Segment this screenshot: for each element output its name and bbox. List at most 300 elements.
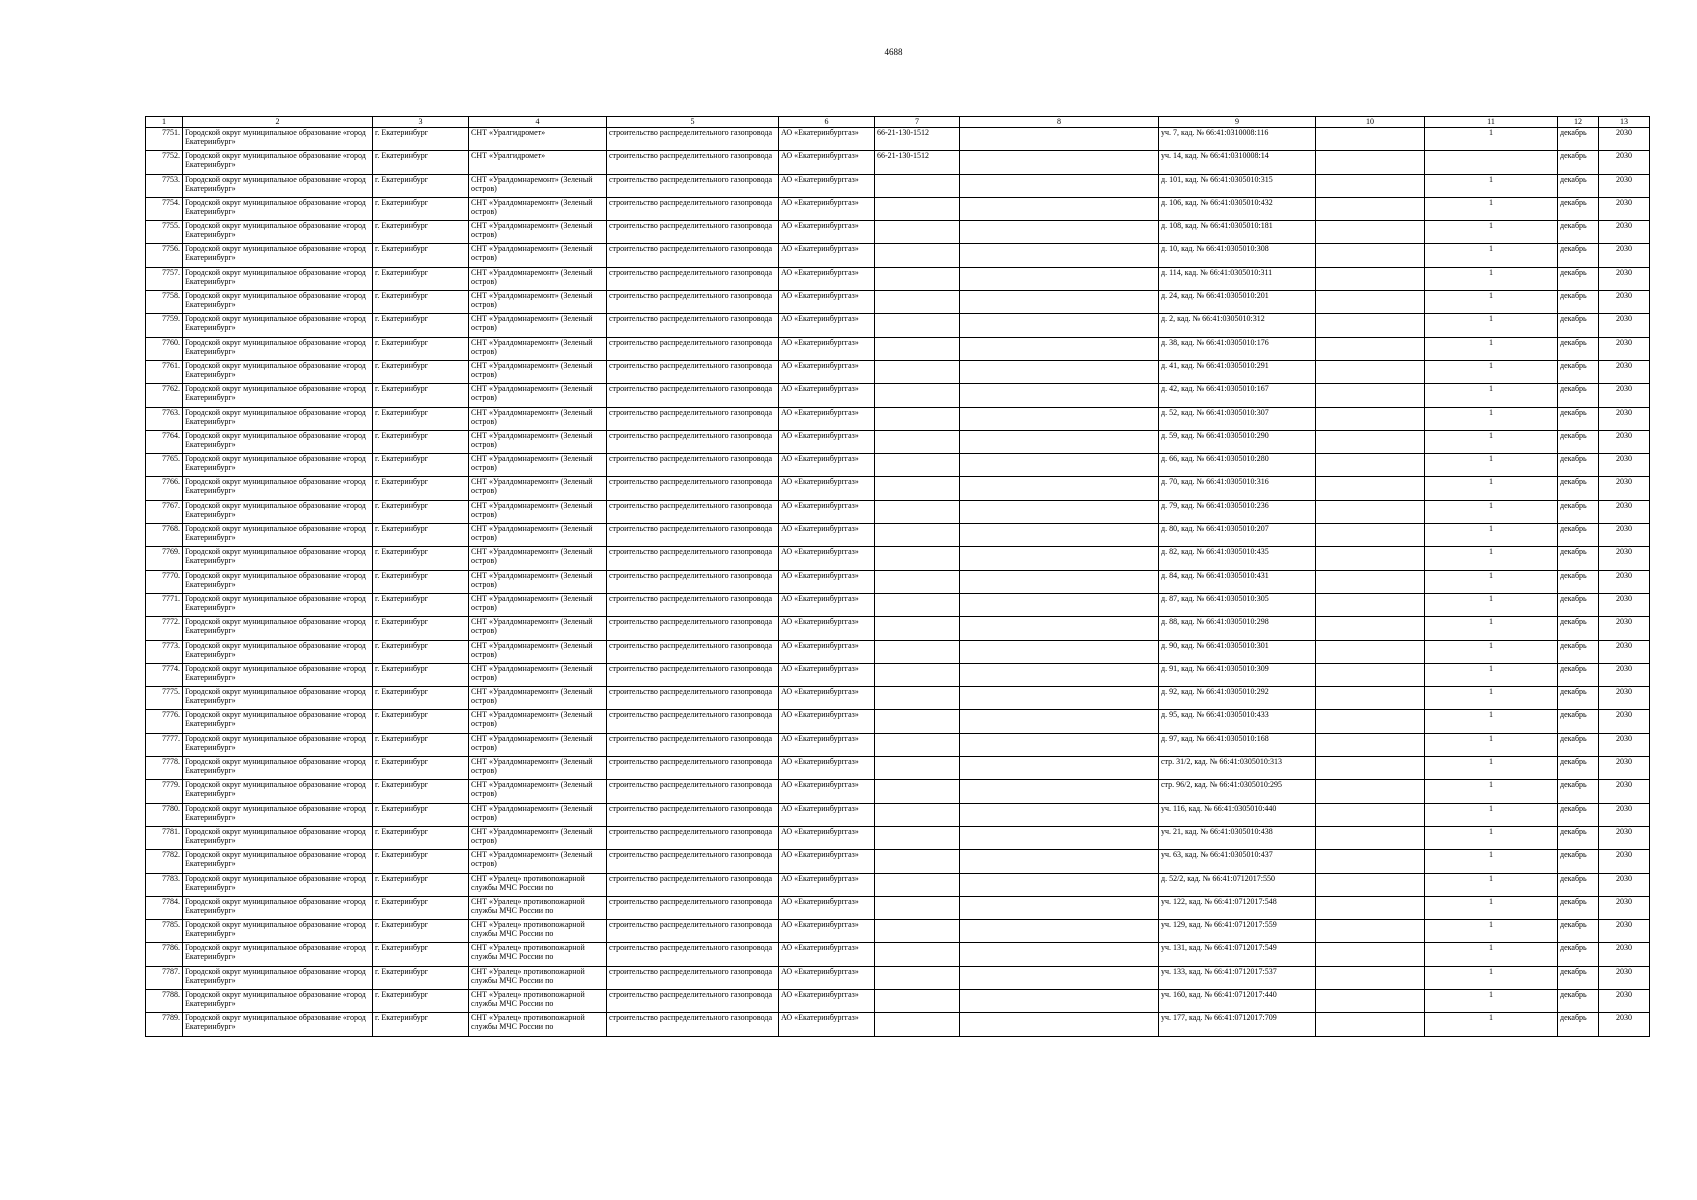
- cell-plot-cadastral: д. 79, кад. № 66:41:0305010:236: [1159, 500, 1316, 523]
- cell-plot-cadastral: д. 42, кад. № 66:41:0305010:167: [1159, 384, 1316, 407]
- table-row: [146, 663, 1650, 686]
- cell-locality: г. Екатеринбург: [373, 407, 469, 430]
- cell-work-type: строительство распределительного газопровода: [607, 663, 779, 686]
- cell-operator: АО «Екатеринбурггаз»: [779, 850, 875, 873]
- cell-snt-name: СНТ «Уралдомнаремонт» (Зеленый остров): [469, 524, 607, 547]
- cell-work-type: строительство распределительного газопровода: [607, 826, 779, 849]
- cell-col-10: [1316, 267, 1425, 290]
- cell-operator: АО «Екатеринбурггаз»: [779, 640, 875, 663]
- cell-plot-cadastral: д. 70, кад. № 66:41:0305010:316: [1159, 477, 1316, 500]
- cell-col-10: [1316, 128, 1425, 151]
- cell-month: декабрь: [1558, 943, 1599, 966]
- cell-col-8: [960, 663, 1159, 686]
- cell-col-8: [960, 244, 1159, 267]
- cell-count: 1: [1425, 687, 1558, 710]
- cell-operator: АО «Екатеринбурггаз»: [779, 151, 875, 174]
- cell-plot-cadastral: д. 66, кад. № 66:41:0305010:280: [1159, 454, 1316, 477]
- cell-municipality: Городской округ муниципальное образование «город Екатеринбург»: [183, 547, 373, 570]
- cell-plot-cadastral: уч. 160, кад. № 66:41:0712017:440: [1159, 989, 1316, 1012]
- cell-count: 1: [1425, 593, 1558, 616]
- cell-year: 2030: [1599, 780, 1650, 803]
- cell-year: 2030: [1599, 733, 1650, 756]
- cell-snt-name: СНТ «Уралдомнаремонт» (Зеленый остров): [469, 710, 607, 733]
- cell-locality: г. Екатеринбург: [373, 267, 469, 290]
- cell-month: декабрь: [1558, 663, 1599, 686]
- cell-locality: г. Екатеринбург: [373, 174, 469, 197]
- cell-operator: АО «Екатеринбурггаз»: [779, 430, 875, 453]
- table-row: [146, 617, 1650, 640]
- cell-col-8: [960, 547, 1159, 570]
- cell-locality: г. Екатеринбург: [373, 943, 469, 966]
- cell-locality: г. Екатеринбург: [373, 687, 469, 710]
- cell-permit-number: [875, 687, 960, 710]
- table-row: [146, 314, 1650, 337]
- cell-plot-cadastral: уч. 63, кад. № 66:41:0305010:437: [1159, 850, 1316, 873]
- cell-permit-number: [875, 617, 960, 640]
- column-header-5: 5: [607, 117, 779, 128]
- cell-permit-number: [875, 454, 960, 477]
- cell-col-8: [960, 943, 1159, 966]
- cell-operator: АО «Екатеринбурггаз»: [779, 407, 875, 430]
- cell-operator: АО «Екатеринбурггаз»: [779, 733, 875, 756]
- cell-col-8: [960, 687, 1159, 710]
- cell-col-10: [1316, 943, 1425, 966]
- cell-col-10: [1316, 873, 1425, 896]
- table-row: [146, 710, 1650, 733]
- cell-locality: г. Екатеринбург: [373, 1013, 469, 1036]
- cell-work-type: строительство распределительного газопровода: [607, 593, 779, 616]
- cell-month: декабрь: [1558, 570, 1599, 593]
- cell-operator: АО «Екатеринбурггаз»: [779, 593, 875, 616]
- cell-operator: АО «Екатеринбурггаз»: [779, 244, 875, 267]
- cell-locality: г. Екатеринбург: [373, 337, 469, 360]
- cell-operator: АО «Екатеринбурггаз»: [779, 570, 875, 593]
- cell-snt-name: СНТ «Уралдомнаремонт» (Зеленый остров): [469, 617, 607, 640]
- cell-month: декабрь: [1558, 617, 1599, 640]
- cell-year: 2030: [1599, 593, 1650, 616]
- cell-municipality: Городской округ муниципальное образование «город Екатеринбург»: [183, 128, 373, 151]
- cell-locality: г. Екатеринбург: [373, 430, 469, 453]
- table-row: [146, 430, 1650, 453]
- cell-row-number: 7773.: [146, 640, 183, 663]
- cell-work-type: строительство распределительного газопровода: [607, 780, 779, 803]
- cell-locality: г. Екатеринбург: [373, 291, 469, 314]
- table-row: [146, 477, 1650, 500]
- column-header-12: 12: [1558, 117, 1599, 128]
- cell-work-type: строительство распределительного газопровода: [607, 128, 779, 151]
- cell-permit-number: [875, 826, 960, 849]
- cell-permit-number: [875, 966, 960, 989]
- cell-col-10: [1316, 896, 1425, 919]
- cell-col-8: [960, 1013, 1159, 1036]
- cell-snt-name: СНТ «Уралдомнаремонт» (Зеленый остров): [469, 593, 607, 616]
- cell-snt-name: СНТ «Уралдомнаремонт» (Зеленый остров): [469, 360, 607, 383]
- cell-work-type: строительство распределительного газопровода: [607, 943, 779, 966]
- cell-operator: АО «Екатеринбурггаз»: [779, 943, 875, 966]
- cell-row-number: 7754.: [146, 197, 183, 220]
- cell-month: декабрь: [1558, 710, 1599, 733]
- cell-col-10: [1316, 989, 1425, 1012]
- cell-work-type: строительство распределительного газопровода: [607, 384, 779, 407]
- cell-plot-cadastral: уч. 14, кад. № 66:41:0310008:14: [1159, 151, 1316, 174]
- cell-plot-cadastral: д. 52, кад. № 66:41:0305010:307: [1159, 407, 1316, 430]
- cell-work-type: строительство распределительного газопровода: [607, 221, 779, 244]
- cell-col-10: [1316, 337, 1425, 360]
- cell-year: 2030: [1599, 757, 1650, 780]
- cell-municipality: Городской округ муниципальное образование «город Екатеринбург»: [183, 780, 373, 803]
- table-row: [146, 454, 1650, 477]
- cell-snt-name: СНТ «Уралдомнаремонт» (Зеленый остров): [469, 454, 607, 477]
- cell-month: декабрь: [1558, 430, 1599, 453]
- cell-municipality: Городской округ муниципальное образование «город Екатеринбург»: [183, 477, 373, 500]
- cell-plot-cadastral: уч. 122, кад. № 66:41:0712017:548: [1159, 896, 1316, 919]
- table-row: [146, 128, 1650, 151]
- cell-count: 1: [1425, 803, 1558, 826]
- column-header-11: 11: [1425, 117, 1558, 128]
- cell-municipality: Городской округ муниципальное образование «город Екатеринбург»: [183, 570, 373, 593]
- cell-count: 1: [1425, 826, 1558, 849]
- table-row: [146, 1013, 1650, 1036]
- cell-year: 2030: [1599, 896, 1650, 919]
- cell-plot-cadastral: д. 82, кад. № 66:41:0305010:435: [1159, 547, 1316, 570]
- cell-count: 1: [1425, 547, 1558, 570]
- cell-row-number: 7756.: [146, 244, 183, 267]
- cell-col-8: [960, 873, 1159, 896]
- cell-municipality: Городской округ муниципальное образование «город Екатеринбург»: [183, 943, 373, 966]
- cell-year: 2030: [1599, 850, 1650, 873]
- cell-locality: г. Екатеринбург: [373, 360, 469, 383]
- cell-permit-number: [875, 314, 960, 337]
- cell-col-8: [960, 617, 1159, 640]
- cell-row-number: 7772.: [146, 617, 183, 640]
- cell-plot-cadastral: д. 97, кад. № 66:41:0305010:168: [1159, 733, 1316, 756]
- cell-locality: г. Екатеринбург: [373, 920, 469, 943]
- cell-month: декабрь: [1558, 850, 1599, 873]
- cell-year: 2030: [1599, 943, 1650, 966]
- table-row: [146, 593, 1650, 616]
- cell-year: 2030: [1599, 337, 1650, 360]
- cell-col-10: [1316, 244, 1425, 267]
- cell-municipality: Городской округ муниципальное образование «город Екатеринбург»: [183, 221, 373, 244]
- cell-count: 1: [1425, 477, 1558, 500]
- cell-col-8: [960, 477, 1159, 500]
- cell-col-10: [1316, 221, 1425, 244]
- cell-month: декабрь: [1558, 640, 1599, 663]
- cell-work-type: строительство распределительного газопровода: [607, 687, 779, 710]
- page-number: 4688: [884, 47, 903, 57]
- cell-plot-cadastral: д. 52/2, кад. № 66:41:0712017:550: [1159, 873, 1316, 896]
- cell-year: 2030: [1599, 477, 1650, 500]
- cell-municipality: Городской округ муниципальное образование «город Екатеринбург»: [183, 757, 373, 780]
- cell-snt-name: СНТ «Уралдомнаремонт» (Зеленый остров): [469, 267, 607, 290]
- register-table: [145, 116, 1650, 1037]
- cell-col-10: [1316, 780, 1425, 803]
- cell-year: 2030: [1599, 128, 1650, 151]
- cell-operator: АО «Екатеринбурггаз»: [779, 896, 875, 919]
- cell-year: 2030: [1599, 151, 1650, 174]
- cell-plot-cadastral: уч. 116, кад. № 66:41:0305010:440: [1159, 803, 1316, 826]
- cell-count: 1: [1425, 174, 1558, 197]
- cell-month: декабрь: [1558, 920, 1599, 943]
- cell-operator: АО «Екатеринбурггаз»: [779, 920, 875, 943]
- cell-work-type: строительство распределительного газопровода: [607, 570, 779, 593]
- cell-month: декабрь: [1558, 337, 1599, 360]
- cell-month: декабрь: [1558, 407, 1599, 430]
- cell-row-number: 7762.: [146, 384, 183, 407]
- cell-locality: г. Екатеринбург: [373, 617, 469, 640]
- cell-locality: г. Екатеринбург: [373, 524, 469, 547]
- cell-row-number: 7788.: [146, 989, 183, 1012]
- cell-municipality: Городской округ муниципальное образование «город Екатеринбург»: [183, 640, 373, 663]
- cell-count: 1: [1425, 267, 1558, 290]
- table-row: [146, 407, 1650, 430]
- cell-year: 2030: [1599, 873, 1650, 896]
- table-row: [146, 384, 1650, 407]
- cell-locality: г. Екатеринбург: [373, 593, 469, 616]
- column-header-2: 2: [183, 117, 373, 128]
- cell-municipality: Городской округ муниципальное образование «город Екатеринбург»: [183, 244, 373, 267]
- cell-col-8: [960, 850, 1159, 873]
- cell-col-8: [960, 896, 1159, 919]
- cell-locality: г. Екатеринбург: [373, 896, 469, 919]
- cell-row-number: 7771.: [146, 593, 183, 616]
- cell-plot-cadastral: д. 80, кад. № 66:41:0305010:207: [1159, 524, 1316, 547]
- cell-municipality: Городской округ муниципальное образование «город Екатеринбург»: [183, 920, 373, 943]
- cell-col-10: [1316, 360, 1425, 383]
- cell-snt-name: СНТ «Уралдомнаремонт» (Зеленый остров): [469, 407, 607, 430]
- cell-permit-number: [875, 291, 960, 314]
- table-row: [146, 803, 1650, 826]
- cell-operator: АО «Екатеринбурггаз»: [779, 128, 875, 151]
- cell-month: декабрь: [1558, 500, 1599, 523]
- cell-municipality: Городской округ муниципальное образование «город Екатеринбург»: [183, 337, 373, 360]
- cell-locality: г. Екатеринбург: [373, 757, 469, 780]
- cell-year: 2030: [1599, 663, 1650, 686]
- cell-year: 2030: [1599, 267, 1650, 290]
- cell-work-type: строительство распределительного газопровода: [607, 151, 779, 174]
- cell-month: декабрь: [1558, 593, 1599, 616]
- cell-plot-cadastral: д. 38, кад. № 66:41:0305010:176: [1159, 337, 1316, 360]
- cell-col-8: [960, 733, 1159, 756]
- cell-row-number: 7775.: [146, 687, 183, 710]
- cell-work-type: строительство распределительного газопровода: [607, 267, 779, 290]
- cell-row-number: 7770.: [146, 570, 183, 593]
- cell-year: 2030: [1599, 640, 1650, 663]
- column-header-8: 8: [960, 117, 1159, 128]
- cell-snt-name: СНТ «Уралдомнаремонт» (Зеленый остров): [469, 477, 607, 500]
- cell-permit-number: [875, 757, 960, 780]
- cell-operator: АО «Екатеринбурггаз»: [779, 663, 875, 686]
- cell-work-type: строительство распределительного газопровода: [607, 617, 779, 640]
- cell-year: 2030: [1599, 966, 1650, 989]
- cell-row-number: 7757.: [146, 267, 183, 290]
- table-row: [146, 151, 1650, 174]
- cell-count: 1: [1425, 663, 1558, 686]
- cell-snt-name: СНТ «Уралдомнаремонт» (Зеленый остров): [469, 291, 607, 314]
- cell-col-8: [960, 757, 1159, 780]
- cell-work-type: строительство распределительного газопровода: [607, 733, 779, 756]
- cell-work-type: строительство распределительного газопровода: [607, 291, 779, 314]
- cell-month: декабрь: [1558, 384, 1599, 407]
- cell-snt-name: СНТ «Уралдомнаремонт» (Зеленый остров): [469, 337, 607, 360]
- cell-operator: АО «Екатеринбурггаз»: [779, 547, 875, 570]
- cell-locality: г. Екатеринбург: [373, 733, 469, 756]
- cell-row-number: 7761.: [146, 360, 183, 383]
- cell-row-number: 7785.: [146, 920, 183, 943]
- cell-year: 2030: [1599, 524, 1650, 547]
- cell-permit-number: [875, 710, 960, 733]
- cell-count: 1: [1425, 896, 1558, 919]
- cell-permit-number: [875, 500, 960, 523]
- cell-permit-number: [875, 896, 960, 919]
- cell-col-10: [1316, 710, 1425, 733]
- cell-municipality: Городской округ муниципальное образование «город Екатеринбург»: [183, 500, 373, 523]
- cell-col-10: [1316, 151, 1425, 174]
- cell-col-8: [960, 989, 1159, 1012]
- cell-year: 2030: [1599, 430, 1650, 453]
- cell-locality: г. Екатеринбург: [373, 500, 469, 523]
- cell-count: 1: [1425, 291, 1558, 314]
- cell-locality: г. Екатеринбург: [373, 221, 469, 244]
- table-row: [146, 873, 1650, 896]
- cell-operator: АО «Екатеринбурггаз»: [779, 454, 875, 477]
- cell-col-8: [960, 267, 1159, 290]
- cell-row-number: 7783.: [146, 873, 183, 896]
- cell-count: 1: [1425, 337, 1558, 360]
- table-row: [146, 244, 1650, 267]
- cell-month: декабрь: [1558, 896, 1599, 919]
- cell-plot-cadastral: д. 10, кад. № 66:41:0305010:308: [1159, 244, 1316, 267]
- cell-work-type: строительство распределительного газопровода: [607, 500, 779, 523]
- cell-plot-cadastral: д. 24, кад. № 66:41:0305010:201: [1159, 291, 1316, 314]
- column-header-7: 7: [875, 117, 960, 128]
- cell-month: декабрь: [1558, 174, 1599, 197]
- cell-permit-number: [875, 989, 960, 1012]
- cell-locality: г. Екатеринбург: [373, 244, 469, 267]
- table-row: [146, 221, 1650, 244]
- cell-row-number: 7782.: [146, 850, 183, 873]
- cell-month: декабрь: [1558, 524, 1599, 547]
- cell-snt-name: СНТ «Уралгидромет»: [469, 128, 607, 151]
- cell-plot-cadastral: д. 88, кад. № 66:41:0305010:298: [1159, 617, 1316, 640]
- cell-col-8: [960, 221, 1159, 244]
- header-row: [146, 117, 1650, 128]
- cell-snt-name: СНТ «Уралдомнаремонт» (Зеленый остров): [469, 384, 607, 407]
- cell-row-number: 7764.: [146, 430, 183, 453]
- cell-year: 2030: [1599, 314, 1650, 337]
- cell-permit-number: 66-21-130-1512: [875, 128, 960, 151]
- cell-work-type: строительство распределительного газопровода: [607, 896, 779, 919]
- cell-work-type: строительство распределительного газопровода: [607, 989, 779, 1012]
- cell-col-10: [1316, 197, 1425, 220]
- cell-col-10: [1316, 757, 1425, 780]
- cell-permit-number: [875, 174, 960, 197]
- table-row: [146, 174, 1650, 197]
- cell-year: 2030: [1599, 221, 1650, 244]
- cell-count: 1: [1425, 454, 1558, 477]
- cell-permit-number: 66-21-130-1512: [875, 151, 960, 174]
- cell-permit-number: [875, 430, 960, 453]
- cell-plot-cadastral: уч. 7, кад. № 66:41:0310008:116: [1159, 128, 1316, 151]
- cell-month: декабрь: [1558, 1013, 1599, 1036]
- table-row: [146, 337, 1650, 360]
- cell-permit-number: [875, 524, 960, 547]
- cell-row-number: 7779.: [146, 780, 183, 803]
- cell-year: 2030: [1599, 1013, 1650, 1036]
- cell-year: 2030: [1599, 920, 1650, 943]
- cell-plot-cadastral: д. 95, кад. № 66:41:0305010:433: [1159, 710, 1316, 733]
- cell-municipality: Городской округ муниципальное образование «город Екатеринбург»: [183, 267, 373, 290]
- cell-month: декабрь: [1558, 454, 1599, 477]
- cell-operator: АО «Екатеринбурггаз»: [779, 687, 875, 710]
- cell-snt-name: СНТ «Уралец» противопожарной службы МЧС России по: [469, 989, 607, 1012]
- cell-permit-number: [875, 221, 960, 244]
- cell-year: 2030: [1599, 360, 1650, 383]
- cell-work-type: строительство распределительного газопровода: [607, 850, 779, 873]
- cell-col-10: [1316, 733, 1425, 756]
- cell-count: 1: [1425, 244, 1558, 267]
- cell-month: декабрь: [1558, 197, 1599, 220]
- cell-municipality: Городской округ муниципальное образование «город Екатеринбург»: [183, 966, 373, 989]
- cell-operator: АО «Екатеринбурггаз»: [779, 966, 875, 989]
- cell-permit-number: [875, 1013, 960, 1036]
- cell-locality: г. Екатеринбург: [373, 547, 469, 570]
- cell-count: 1: [1425, 360, 1558, 383]
- cell-permit-number: [875, 244, 960, 267]
- table-row: [146, 267, 1650, 290]
- cell-col-8: [960, 710, 1159, 733]
- cell-operator: АО «Екатеринбурггаз»: [779, 197, 875, 220]
- cell-year: 2030: [1599, 407, 1650, 430]
- cell-municipality: Городской округ муниципальное образование «город Екатеринбург»: [183, 197, 373, 220]
- cell-snt-name: СНТ «Уралдомнаремонт» (Зеленый остров): [469, 430, 607, 453]
- cell-locality: г. Екатеринбург: [373, 384, 469, 407]
- cell-work-type: строительство распределительного газопровода: [607, 640, 779, 663]
- cell-col-10: [1316, 850, 1425, 873]
- cell-plot-cadastral: д. 101, кад. № 66:41:0305010:315: [1159, 174, 1316, 197]
- table-row: [146, 896, 1650, 919]
- cell-col-10: [1316, 687, 1425, 710]
- cell-year: 2030: [1599, 197, 1650, 220]
- table-row: [146, 360, 1650, 383]
- cell-permit-number: [875, 384, 960, 407]
- cell-permit-number: [875, 477, 960, 500]
- cell-plot-cadastral: д. 2, кад. № 66:41:0305010:312: [1159, 314, 1316, 337]
- cell-snt-name: СНТ «Уралдомнаремонт» (Зеленый остров): [469, 780, 607, 803]
- cell-operator: АО «Екатеринбурггаз»: [779, 873, 875, 896]
- cell-snt-name: СНТ «Уралдомнаремонт» (Зеленый остров): [469, 826, 607, 849]
- cell-plot-cadastral: уч. 21, кад. № 66:41:0305010:438: [1159, 826, 1316, 849]
- cell-permit-number: [875, 640, 960, 663]
- cell-col-10: [1316, 547, 1425, 570]
- cell-locality: г. Екатеринбург: [373, 151, 469, 174]
- cell-count: 1: [1425, 617, 1558, 640]
- cell-count: 1: [1425, 640, 1558, 663]
- cell-row-number: 7787.: [146, 966, 183, 989]
- cell-month: декабрь: [1558, 733, 1599, 756]
- cell-municipality: Городской округ муниципальное образование «город Екатеринбург»: [183, 850, 373, 873]
- cell-municipality: Городской округ муниципальное образование «город Екатеринбург»: [183, 687, 373, 710]
- cell-row-number: 7767.: [146, 500, 183, 523]
- cell-col-10: [1316, 640, 1425, 663]
- cell-month: декабрь: [1558, 267, 1599, 290]
- cell-snt-name: СНТ «Уралец» противопожарной службы МЧС России по: [469, 896, 607, 919]
- table-row: [146, 780, 1650, 803]
- cell-locality: г. Екатеринбург: [373, 570, 469, 593]
- cell-count: 1: [1425, 873, 1558, 896]
- cell-col-10: [1316, 1013, 1425, 1036]
- cell-count: 1: [1425, 524, 1558, 547]
